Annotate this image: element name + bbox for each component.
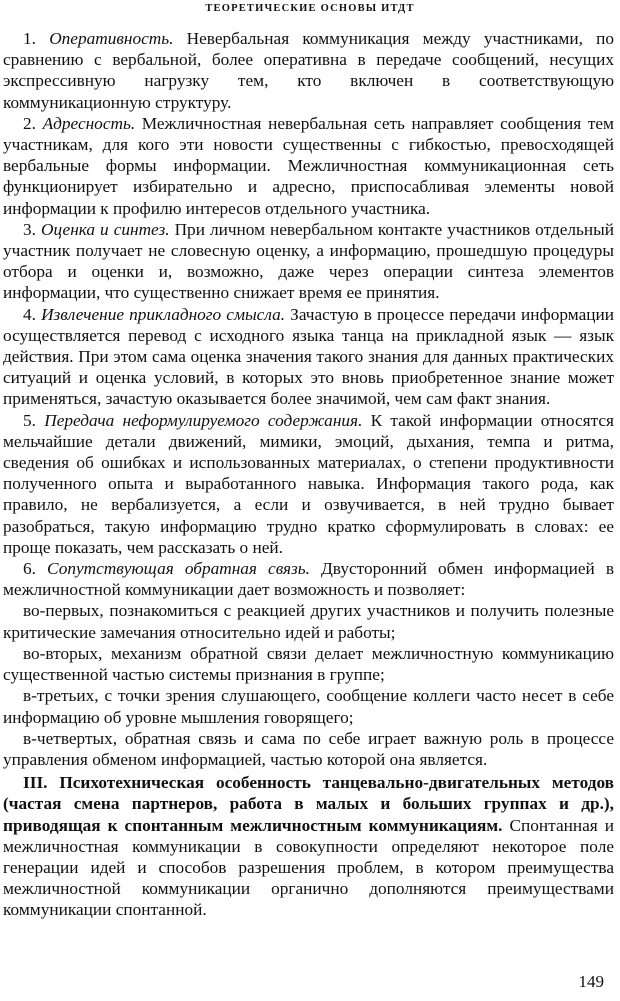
item-text: При личном невербальном контакте участников отдельный участник получает не словесную оценку, а информацию, прошедшую процедуры отбора и оценки и, возможно, даже через операции синтеза элементов информации, что существенно снижает время ее принятия. bbox=[3, 219, 614, 303]
section-3-text: Спонтанная и межличностная коммуникации в совокупности определяют некоторое поле генерации идей и способов разрешения проблем, в котором преимущества межличностной коммуникации органично дополняются преимуществами коммуникации спонтанной. bbox=[3, 815, 614, 920]
body-text bbox=[3, 28, 614, 921]
item-text: Невербальная коммуникация между участниками, по сравнению с вербальной, более оперативна в передаче сообщений, несущих экспрессивную нагрузку тем, кто включен в соответствующую коммуникационную структуру. bbox=[3, 29, 614, 112]
paragraph-item-4 bbox=[3, 304, 614, 410]
item-lead: Сопутствующая обратная связь. bbox=[47, 559, 310, 579]
item-text: Зачастую в процессе передачи информации осуществляется перевод с исходного языка танца на прикладной язык — язык действия. При этом сама оценка значения такого знания для данных практических ситуаций и оценка условий, в которых это вновь приобретенное знание может применяться, зачастую оказывается более значимой, чем сам факт знания. bbox=[3, 304, 614, 409]
section-3-paragraph bbox=[3, 772, 614, 920]
item-number: 1. bbox=[23, 29, 36, 48]
paragraph-item-5 bbox=[3, 410, 614, 558]
item-lead: Извлечение прикладного смысла. bbox=[41, 304, 286, 324]
subitem-2: во-вторых, механизм обратной связи делает межличностную коммуникацию существенной частью системы признания в группе; bbox=[3, 643, 614, 685]
item-lead: Оценка и синтез. bbox=[40, 219, 170, 239]
section-3-heading: III. Психотехническая особенность танцевально-двигательных методов (частая смена партнеров, работа в малых и больших группах и др.), приводящая к спонтанным межличностным коммуникациям. bbox=[3, 773, 614, 835]
item-text: Двусторонний обмен информацией в межличностной коммуникации дает возможность и позволяет: bbox=[3, 559, 615, 600]
item-number: 4. bbox=[23, 304, 36, 324]
paragraph-item-1 bbox=[3, 28, 614, 113]
subitem-1: во-первых, познакомиться с реакцией других участников и получить полезные критические замечания относительно идей и работы; bbox=[3, 601, 614, 642]
item-number: 3. bbox=[23, 219, 36, 239]
item-text: Межличностная невербальная сеть направляет сообщения тем участникам, для кого эти новости существенны с гибкостью, превосходящей вербальные формы информации. Межличностная коммуникационная сеть функционирует избирательно и адресно, приспосабливая элементы новой информации к профилю интересов отдельного участника. bbox=[3, 113, 614, 218]
page-number: 149 bbox=[578, 972, 604, 991]
running-header: ТЕОРЕТИЧЕСКИЕ ОСНОВЫ ИТДТ bbox=[205, 3, 415, 14]
paragraph-item-6 bbox=[3, 558, 614, 600]
paragraph-item-3 bbox=[3, 219, 614, 304]
item-lead: Передача неформулируемого содержания. bbox=[44, 410, 363, 430]
subitem-3: в-третьих, с точки зрения слушающего, сообщение коллеги часто несет в себе информацию об уровне мышления говорящего; bbox=[3, 686, 614, 727]
item-number: 2. bbox=[23, 113, 36, 133]
item-number: 6. bbox=[23, 559, 36, 579]
paragraph-item-2 bbox=[3, 113, 614, 219]
item-text: К такой информации относятся мельчайшие детали движений, мимики, эмоций, дыхания, темпа и ритма, сведения об ошибках и использованных материалах, о степени продуктивности полученного опыта и выработанного навыка. Информация такого рода, как правило, не вербализуется, а если и озвучивается, в ней трудно бывает разобраться, такую информацию трудно кратко сформулировать в словах: ее проще показать, чем рассказать о ней. bbox=[3, 410, 614, 557]
item-lead: Адресность. bbox=[42, 113, 136, 133]
subitem-4: в-четвертых, обратная связь и сама по себе играет важную роль в процессе управления обменом информацией, частью которой она является. bbox=[3, 728, 614, 769]
item-lead: Оперативность. bbox=[49, 29, 174, 48]
item-number: 5. bbox=[23, 410, 36, 430]
